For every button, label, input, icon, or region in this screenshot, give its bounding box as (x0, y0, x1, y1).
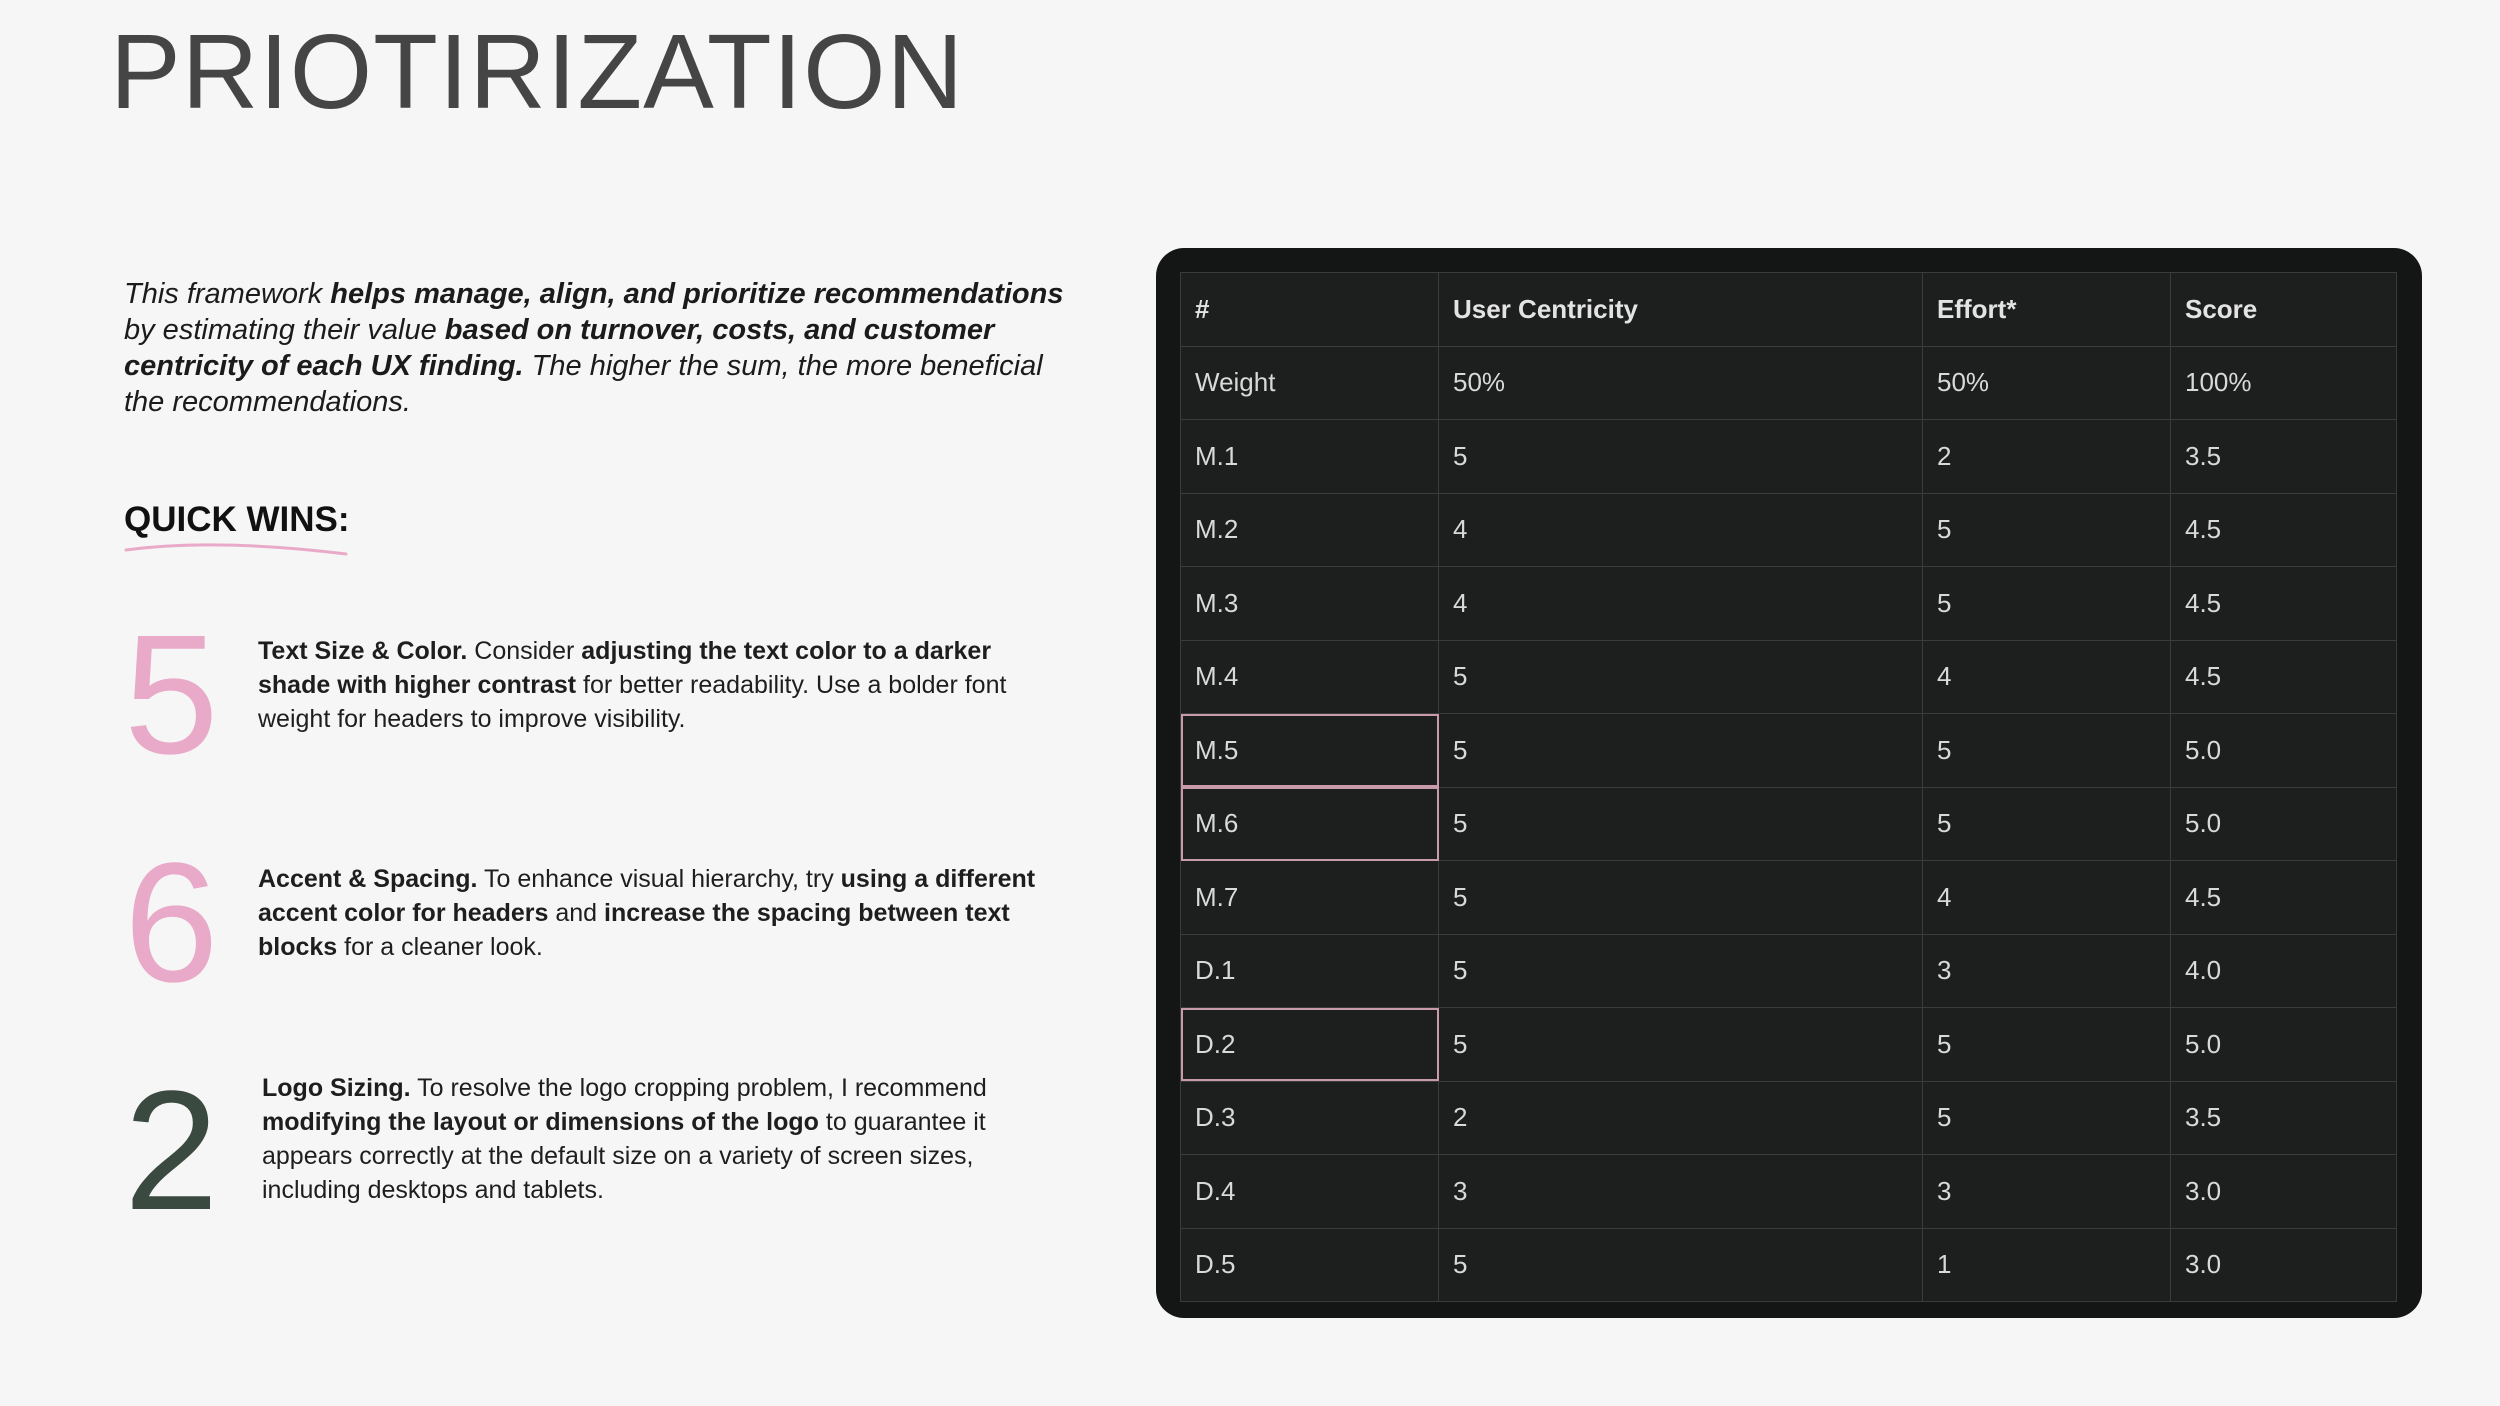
table-cell: 4 (1923, 640, 2171, 714)
table-cell: 3 (1439, 1155, 1923, 1229)
table-cell: 5 (1923, 1008, 2171, 1082)
table-cell: 5 (1923, 567, 2171, 641)
table-cell: 2 (1439, 1081, 1923, 1155)
table-cell: M.4 (1181, 640, 1439, 714)
table-header-row (1181, 273, 2397, 347)
quick-win-text: Logo Sizing. To resolve the logo cropping problem, I recommend modifying the layout or dimensions of the logo to guarantee it appears correctly at the default size on a variety of screen sizes, including desktops and tablets. (262, 1074, 987, 1204)
table-cell: 5 (1923, 493, 2171, 567)
table-cell: 3.5 (2171, 420, 2397, 494)
table-row (1181, 420, 2397, 494)
column-header-user-centricity: User Centricity (1439, 273, 1923, 347)
table-cell: Weight (1181, 346, 1439, 420)
quick-win-number: 5 (124, 600, 219, 790)
table-cell: 5 (1439, 787, 1923, 861)
table-cell: 3.0 (2171, 1228, 2397, 1302)
table-cell: 5.0 (2171, 787, 2397, 861)
table-cell: M.3 (1181, 567, 1439, 641)
table-cell: 50% (1439, 346, 1923, 420)
table-row (1181, 493, 2397, 567)
table-cell: D.4 (1181, 1155, 1439, 1229)
table-row (1181, 567, 2397, 641)
page-title: PRIOTIRIZATION (110, 13, 965, 131)
priority-table-card (1156, 248, 2422, 1318)
table-cell: 5 (1439, 640, 1923, 714)
table-cell: 3 (1923, 1155, 2171, 1229)
table-row (1181, 1228, 2397, 1302)
table-row (1181, 714, 2397, 788)
table-cell: 3 (1923, 934, 2171, 1008)
table-cell-highlighted: D.2 (1181, 1008, 1439, 1082)
table-cell: M.1 (1181, 420, 1439, 494)
table-cell: 5 (1923, 1081, 2171, 1155)
table-cell: M.7 (1181, 861, 1439, 935)
intro-bold-1: helps manage, align, and prioritize recommendations (330, 278, 1064, 310)
table-cell: 4.5 (2171, 493, 2397, 567)
table-cell: 5 (1923, 714, 2171, 788)
table-row (1181, 1155, 2397, 1229)
table-cell: 2 (1923, 420, 2171, 494)
table-cell: 5 (1439, 714, 1923, 788)
table-row (1181, 934, 2397, 1008)
table-cell: 5 (1439, 420, 1923, 494)
intro-text-3: The higher the sum, the more beneficial the recommendations. (124, 350, 1043, 418)
table-cell: 3.5 (2171, 1081, 2397, 1155)
table-cell: 4 (1439, 567, 1923, 641)
table-cell: 5.0 (2171, 714, 2397, 788)
table-cell: 3.0 (2171, 1155, 2397, 1229)
table-cell: M.2 (1181, 493, 1439, 567)
quick-win-text: Text Size & Color. Consider adjusting the text color to a darker shade with higher contrast for better readability. Use a bolder font weight for headers to improve visibility. (258, 637, 1007, 733)
table-cell: 4 (1923, 861, 2171, 935)
table-cell: D.3 (1181, 1081, 1439, 1155)
table-row (1181, 1008, 2397, 1082)
column-header-score: Score (2171, 273, 2397, 347)
table-row (1181, 346, 2397, 420)
quick-win-number: 2 (124, 1056, 219, 1246)
table-cell-highlighted: M.6 (1181, 787, 1439, 861)
quick-win-number: 6 (124, 828, 219, 1018)
pink-underline-decoration (124, 540, 348, 560)
quick-win-text: Accent & Spacing. To enhance visual hierarchy, try using a different accent color for headers and increase the spacing between text blocks for a cleaner look. (258, 865, 1036, 961)
intro-paragraph (124, 276, 1084, 420)
table-row (1181, 1081, 2397, 1155)
table-cell-highlighted: M.5 (1181, 714, 1439, 788)
column-header-id: # (1181, 273, 1439, 347)
table-cell: 5.0 (2171, 1008, 2397, 1082)
table-cell: 5 (1439, 861, 1923, 935)
table-cell: 100% (2171, 346, 2397, 420)
intro-text-2: by estimating their value (124, 314, 445, 346)
intro-text-1: This framework (124, 278, 331, 310)
table-row (1181, 861, 2397, 935)
priority-table (1180, 272, 2397, 1302)
table-cell: 4 (1439, 493, 1923, 567)
table-cell: 5 (1923, 787, 2171, 861)
table-cell: 4.5 (2171, 567, 2397, 641)
table-row (1181, 787, 2397, 861)
table-cell: 4.0 (2171, 934, 2397, 1008)
table-cell: D.5 (1181, 1228, 1439, 1302)
table-cell: 5 (1439, 934, 1923, 1008)
table-cell: 4.5 (2171, 640, 2397, 714)
table-cell: D.1 (1181, 934, 1439, 1008)
table-cell: 4.5 (2171, 861, 2397, 935)
quick-wins-heading: QUICK WINS: (124, 500, 350, 539)
column-header-effort: Effort* (1923, 273, 2171, 347)
table-cell: 5 (1439, 1008, 1923, 1082)
table-cell: 5 (1439, 1228, 1923, 1302)
table-cell: 50% (1923, 346, 2171, 420)
intro-bold-2: based on turnover, costs, and customer centricity of each UX finding. (124, 314, 995, 382)
table-row (1181, 640, 2397, 714)
table-cell: 1 (1923, 1228, 2171, 1302)
